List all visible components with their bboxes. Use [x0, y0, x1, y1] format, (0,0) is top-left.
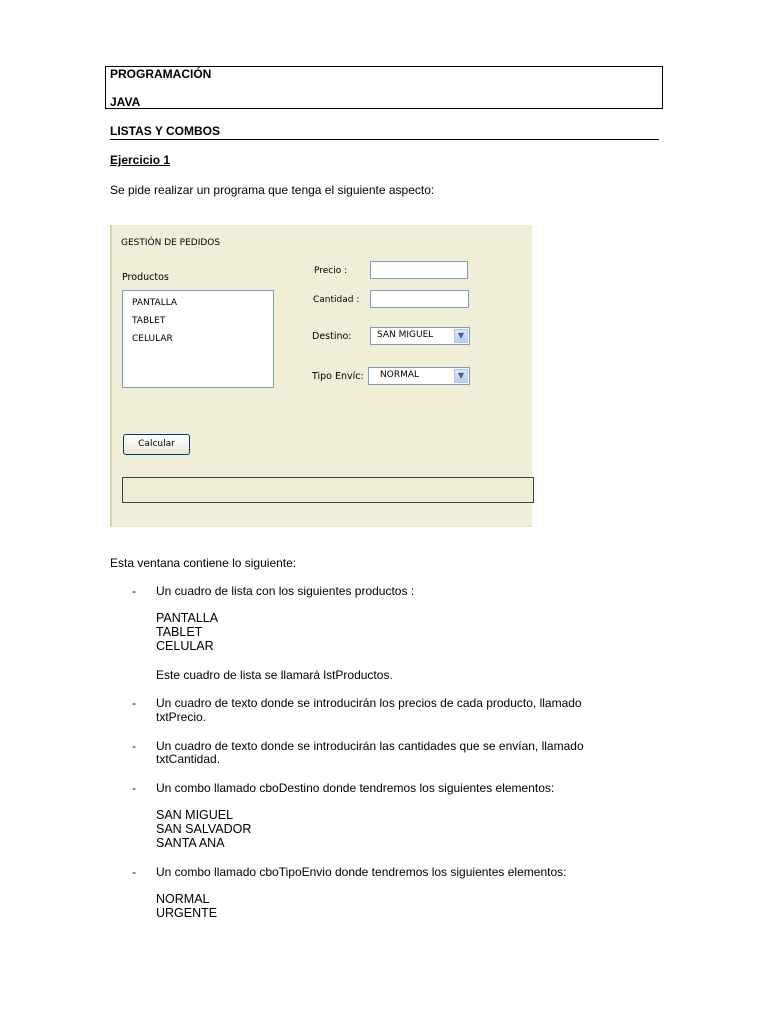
- chevron-down-icon[interactable]: ▼: [454, 369, 468, 383]
- destino-value: SAN MIGUEL: [377, 330, 434, 340]
- result-panel: [122, 477, 534, 503]
- bullet-dash: -: [132, 781, 136, 795]
- app-window-screenshot: [110, 225, 532, 527]
- header-line-1: PROGRAMACIÓN: [110, 67, 212, 81]
- list-item[interactable]: TABLET: [132, 316, 166, 326]
- list-item: NORMAL: [156, 892, 210, 906]
- destino-combo[interactable]: [370, 327, 470, 345]
- list-item: SAN SALVADOR: [156, 822, 252, 836]
- bullet-3-line-2: txtCantidad.: [156, 752, 221, 766]
- precio-input[interactable]: [370, 261, 468, 279]
- cantidad-label: Cantidad :: [313, 295, 360, 305]
- bullet-dash: -: [132, 739, 136, 753]
- bullet-1-text: Un cuadro de lista con los siguientes productos :: [156, 584, 415, 598]
- list-item[interactable]: PANTALLA: [132, 298, 178, 308]
- bullet-dash: -: [132, 865, 136, 879]
- productos-listbox[interactable]: [122, 290, 274, 388]
- bullet-4-text: Un combo llamado cboDestino donde tendremos los siguientes elementos:: [156, 781, 555, 795]
- tipo-envio-combo[interactable]: [368, 367, 470, 385]
- tipo-envio-value: NORMAL: [380, 370, 420, 380]
- list-item: SAN MIGUEL: [156, 808, 234, 822]
- section-divider: [110, 139, 659, 140]
- intro-text: Se pide realizar un programa que tenga el siguiente aspecto:: [110, 183, 435, 197]
- productos-label: Productos: [122, 272, 169, 283]
- bullet-dash: -: [132, 696, 136, 710]
- destino-label: Destino:: [312, 331, 352, 342]
- bullet-1-note: Este cuadro de lista se llamará lstProductos.: [156, 668, 393, 682]
- bullet-dash: -: [132, 584, 136, 598]
- exercise-title: Ejercicio 1: [110, 153, 171, 167]
- calcular-button[interactable]: Calcular: [123, 434, 190, 455]
- bullet-2-line-2: txtPrecio.: [156, 710, 207, 724]
- list-item: TABLET: [156, 625, 203, 639]
- bullet-2-line-1: Un cuadro de texto donde se introducirán los precios de cada producto, llamado: [156, 696, 582, 710]
- bullet-3-line-1: Un cuadro de texto donde se introducirán las cantidades que se envían, llamado: [156, 739, 584, 753]
- tipo-envio-label: Tipo Envíc:: [312, 371, 364, 382]
- header-box: [105, 66, 663, 109]
- bullet-5-text: Un combo llamado cboTipoEnvio donde tendremos los siguientes elementos:: [156, 865, 567, 879]
- list-item: CELULAR: [156, 639, 214, 653]
- contains-text: Esta ventana contiene lo siguiente:: [110, 556, 297, 570]
- header-line-2: JAVA: [110, 95, 141, 109]
- window-title: GESTIÓN DE PEDIDOS: [121, 238, 221, 248]
- cantidad-input[interactable]: [370, 290, 469, 308]
- list-item: URGENTE: [156, 906, 218, 920]
- precio-label: Precio :: [314, 266, 348, 276]
- section-title: LISTAS Y COMBOS: [110, 124, 221, 138]
- list-item: PANTALLA: [156, 611, 219, 625]
- list-item[interactable]: CELULAR: [132, 334, 173, 344]
- list-item: SANTA ANA: [156, 836, 225, 850]
- chevron-down-icon[interactable]: ▼: [454, 329, 468, 343]
